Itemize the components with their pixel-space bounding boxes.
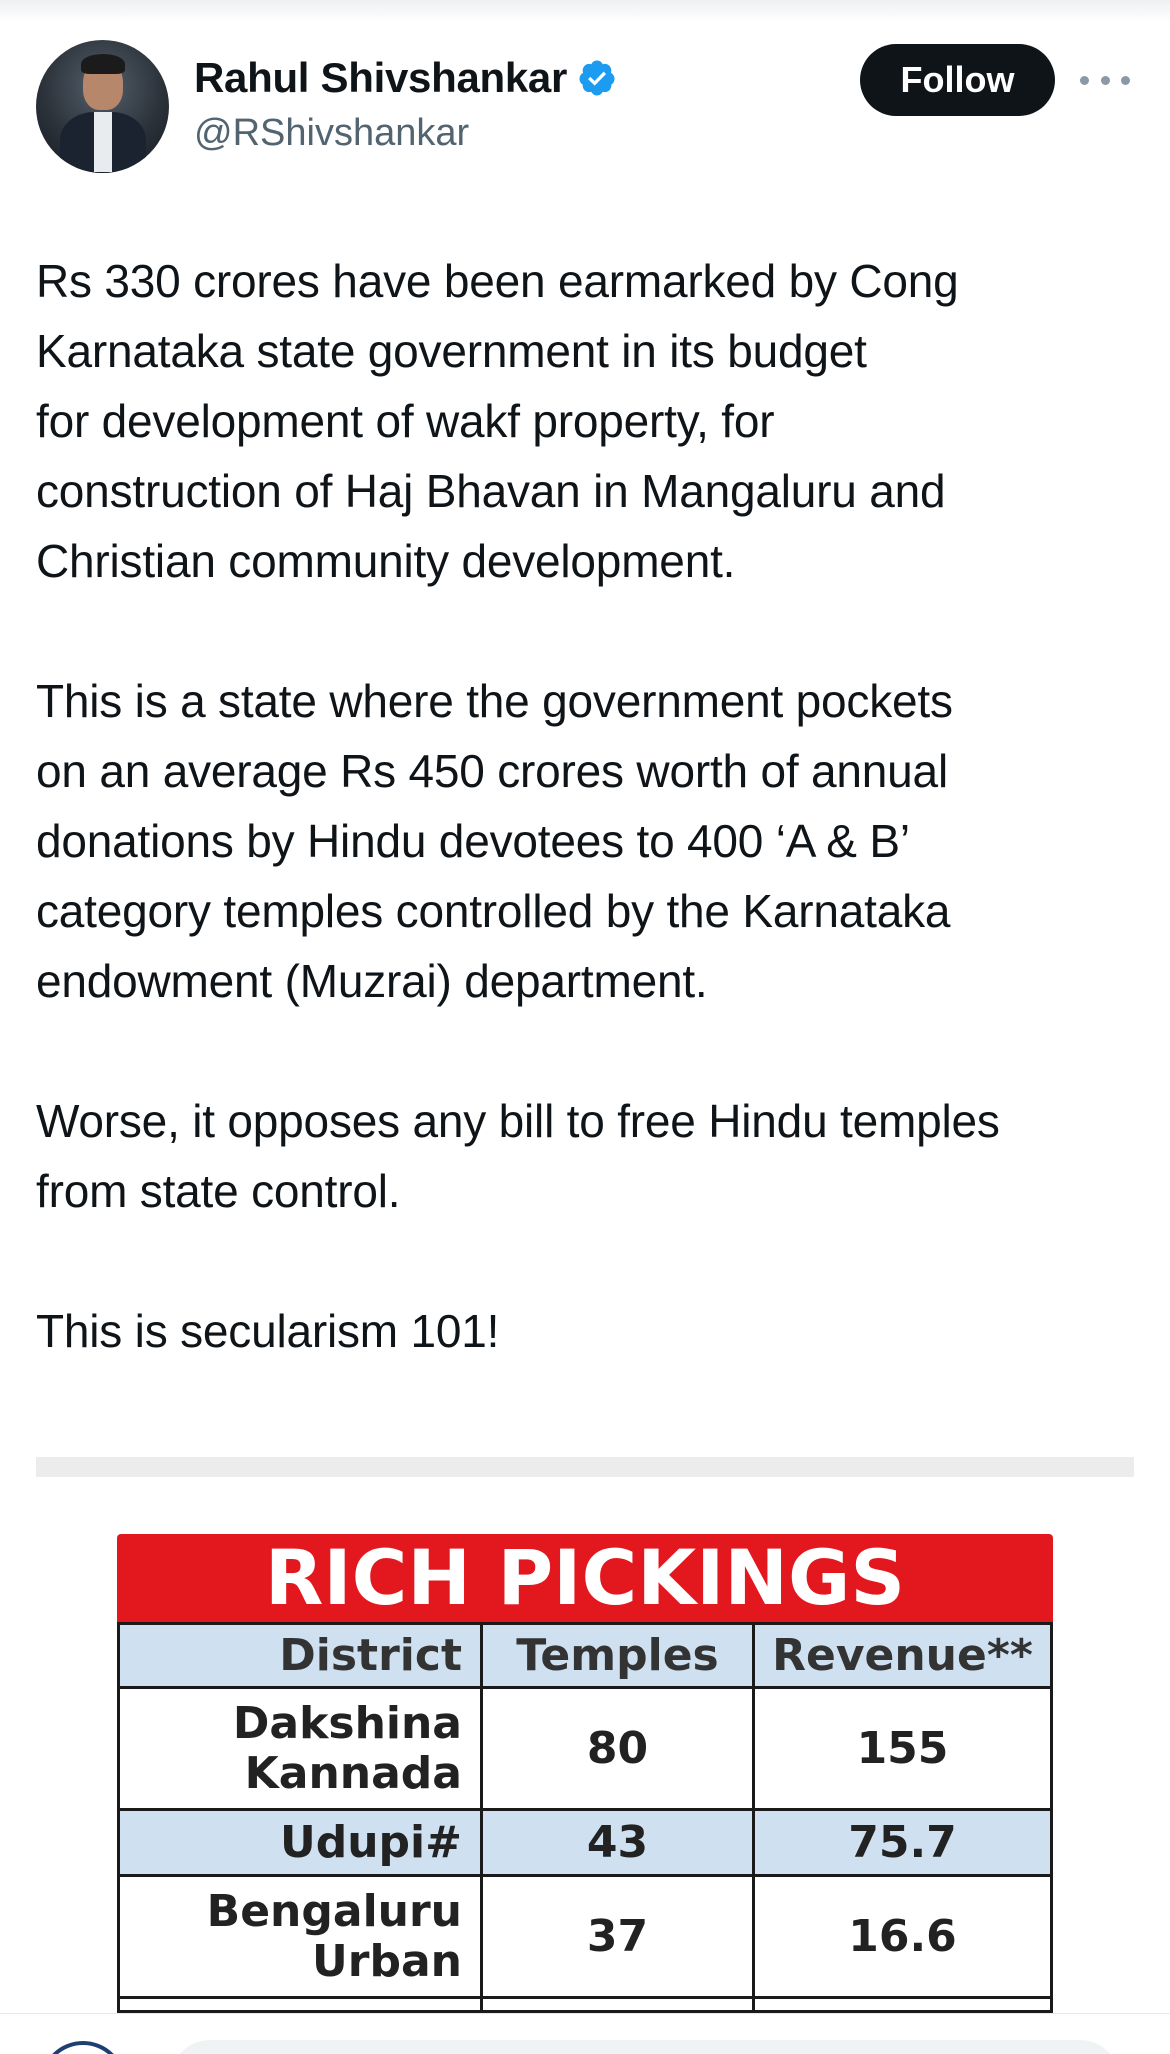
column-header-district: District [119,1624,482,1688]
author-name-row[interactable] [194,54,617,102]
tweet-paragraph: This is secularism 101! [36,1305,500,1357]
table-row [119,1876,1052,1998]
revenue-cell: 75.7 [754,1810,1052,1876]
author-handle[interactable]: @RShivshankar [194,112,470,154]
temples-cell: 43 [482,1810,754,1876]
tweet-paragraph: This is a state where the government pockets on an average Rs 450 crores worth of annual donations by Hindu devotees to 400 ‘A & B’ category temples controlled by the Karnataka endowment (Muzrai) department. [36,675,953,1007]
tweet-header [36,40,1136,175]
district-cell: Udupi# [119,1810,482,1876]
revenue-cell: 155 [754,1688,1052,1810]
follow-button[interactable]: Follow [860,44,1055,116]
reply-avatar[interactable] [40,2041,126,2054]
column-header-temples: Temples [482,1624,754,1688]
tweet-paragraph: Worse, it opposes any bill to free Hindu temples from state control. [36,1095,1000,1217]
temples-cell: 80 [482,1688,754,1810]
top-edge [0,0,1170,22]
reply-bar [0,2013,1170,2054]
temple-revenue-table [117,1622,1053,2013]
reply-input[interactable] [170,2040,1120,2054]
district-cell: Bengaluru Urban [119,1876,482,1998]
table-header-row [119,1624,1052,1688]
temples-cell: 37 [482,1876,754,1998]
verified-badge-icon [577,58,617,98]
author-name[interactable]: Rahul Shivshankar [194,54,568,101]
revenue-cell: 16.6 [754,1876,1052,1998]
table-row-partial [119,1998,1052,2012]
district-cell: Dakshina Kannada [119,1688,482,1810]
more-options-icon[interactable] [1080,68,1130,92]
tweet-paragraph: Rs 330 crores have been earmarked by Cong Karnataka state government in its budget for development of wakf property, for construction of Haj Bhavan in Mangaluru and Christian community development. [36,255,959,587]
tweet-media-image[interactable] [36,1457,1134,2013]
table-row [119,1688,1052,1810]
rich-pickings-table [117,1534,1053,2013]
media-top-border [36,1457,1134,1477]
table-title: RICH PICKINGS [117,1534,1053,1622]
tweet-text [36,246,1136,1436]
table-row [119,1810,1052,1876]
avatar[interactable] [36,40,169,173]
column-header-revenue: Revenue** [754,1624,1052,1688]
